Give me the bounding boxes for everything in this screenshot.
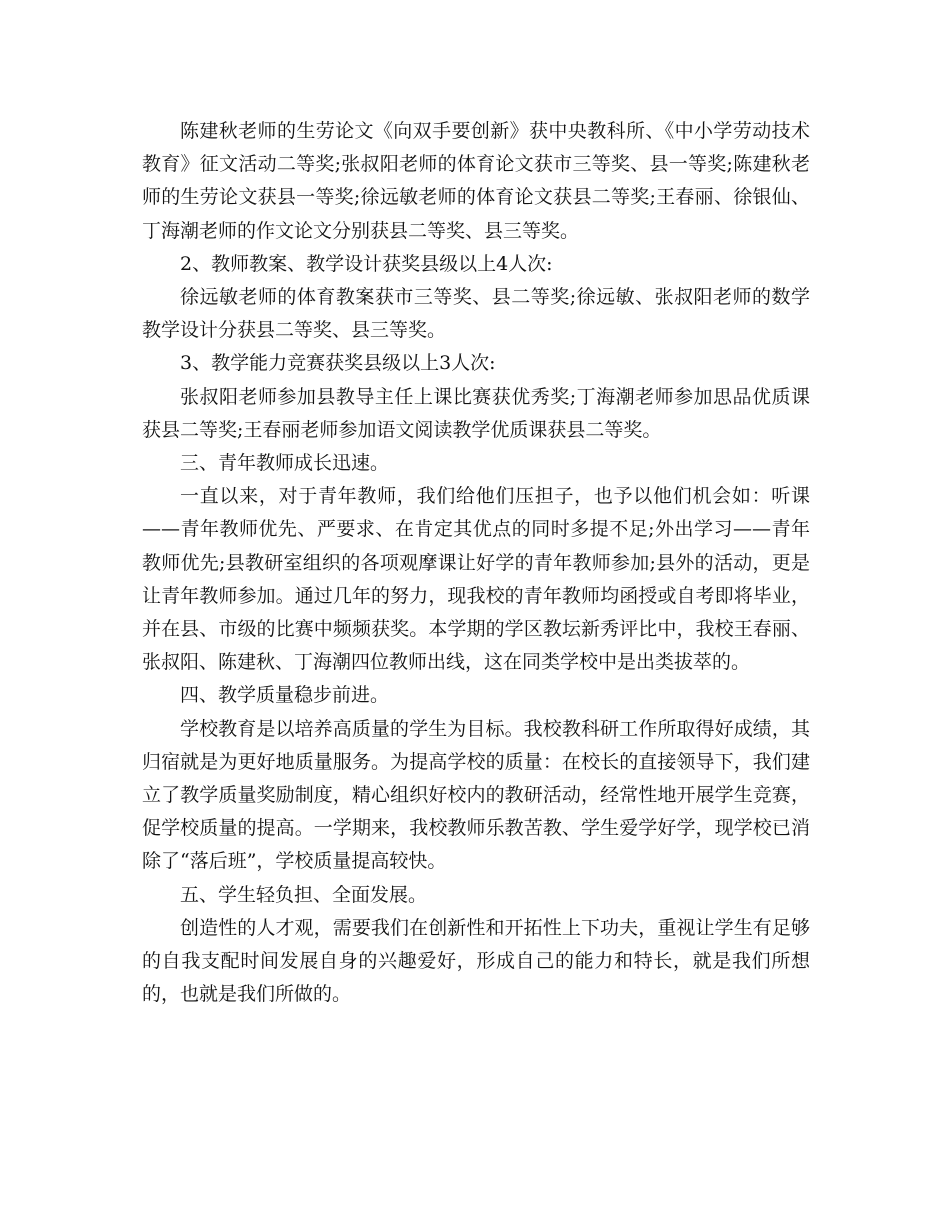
- document-body: [142, 115, 810, 1011]
- heading-lesson-plan-awards: 2、教师教案、教学设计获奖县级以上4人次:: [180, 252, 553, 275]
- paragraph-teaching-contest-awards: 张叔阳老师参加县教导主任上课比赛获优秀奖;丁海潮老师参加思品优质课获县二等奖;王春丽老师参加语文阅读教学优质课获县二等奖。: [142, 385, 810, 441]
- paragraph-young-teachers: 一直以来，对于青年教师，我们给他们压担子，也予以他们机会如：听课——青年教师优先、严要求、在肯定其优点的同时多提不足;外出学习——青年教师优先;县教研室组织的各项观摩课让好学的青年教师参加;县外的活动，更是让青年教师参加。通过几年的努力，现我校的青年教师均函授或自考即将毕业，并在县、市级的比赛中频频获奖。本学期的学区教坛新秀评比中，我校王春丽、张叔阳、陈建秋、丁海潮四位教师出线，这在同类学校中是出类拔萃的。: [142, 485, 810, 674]
- paragraph-lesson-plan-awards: 徐远敏老师的体育教案获市三等奖、县二等奖;徐远敏、张叔阳老师的数学教学设计分获县二等奖、县三等奖。: [142, 286, 810, 342]
- paragraph-awards-papers: 陈建秋老师的生劳论文《向双手要创新》获中央教科所、《中小学劳动技术教育》征文活动二等奖;张叔阳老师的体育论文获市三等奖、县一等奖;陈建秋老师的生劳论文获县一等奖;徐远敏老师的体育论文获县二等奖;王春丽、徐银仙、丁海潮老师的作文论文分别获县二等奖、县三等奖。: [142, 120, 810, 242]
- heading-young-teachers: 三、青年教师成长迅速。: [180, 452, 390, 475]
- heading-student-development: 五、学生轻负担、全面发展。: [180, 883, 428, 906]
- heading-teaching-contest-awards: 3、教学能力竞赛获奖县级以上3人次:: [180, 352, 496, 375]
- heading-teaching-quality: 四、教学质量稳步前进。: [180, 684, 390, 707]
- paragraph-student-development: 创造性的人才观，需要我们在创新性和开拓性上下功夫，重视让学生有足够的自我支配时间发展自身的兴趣爱好，形成自己的能力和特长，就是我们所想的，也就是我们所做的。: [142, 916, 810, 1006]
- paragraph-teaching-quality: 学校教育是以培养高质量的学生为目标。我校教科研工作所取得好成绩，其归宿就是为更好地质量服务。为提高学校的质量：在校长的直接领导下，我们建立了教学质量奖励制度，精心组织好校内的教研活动，经常性地开展学生竞赛，促学校质量的提高。一学期来，我校教师乐教苦教、学生爱学好学，现学校已消除了“落后班”，学校质量提高较快。: [142, 717, 810, 873]
